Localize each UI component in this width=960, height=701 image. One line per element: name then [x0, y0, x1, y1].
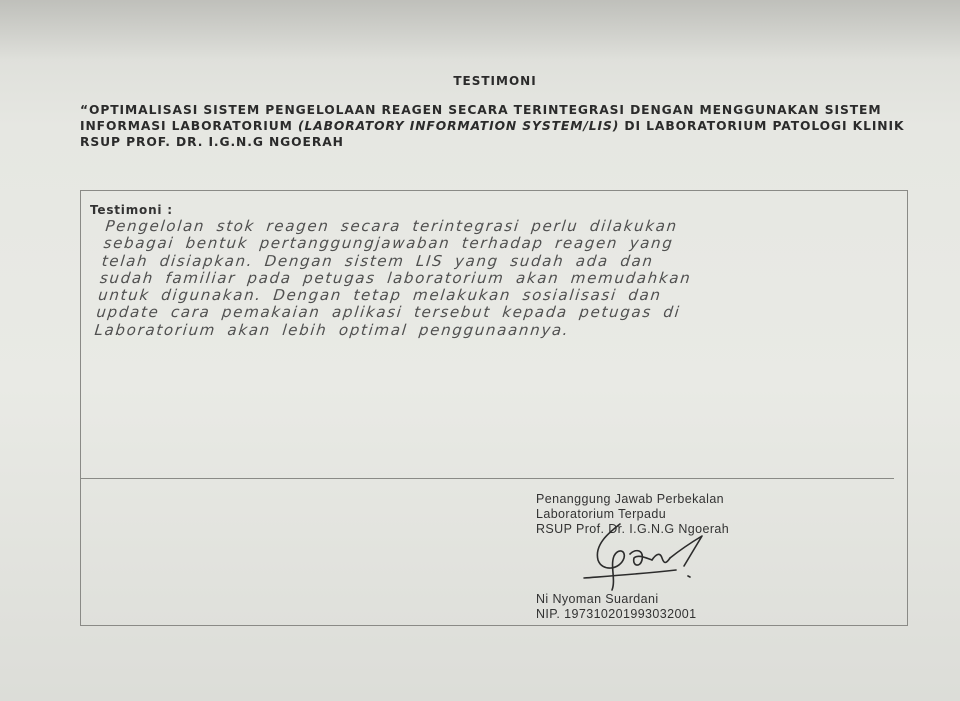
testimony-label: Testimoni :: [90, 203, 173, 217]
testimony-line: untuk digunakan. Dengan tetap melakukan sosialisasi dan: [97, 286, 663, 305]
signatory-role-line: RSUP Prof. Dr. I.G.N.G Ngoerah: [536, 522, 730, 536]
signatory-nip: NIP. 197310201993032001: [536, 607, 697, 621]
signatory-name: Ni Nyoman Suardani: [536, 592, 659, 606]
title-text-part2: DI LABORATORIUM PATOLOGI KLINIK RSUP PROF. DR. I.G.N.G NGOERAH: [80, 119, 905, 149]
testimony-line: update cara pemakaian aplikasi tersebut kepada petugas di: [95, 303, 682, 322]
testimony-line: Pengelolan stok reagen secara terintegrasi perlu dilakukan: [104, 217, 679, 235]
signatory-identity: [536, 592, 697, 622]
handwritten-testimony: [94, 218, 907, 339]
testimony-line: sudah familiar pada petugas laboratorium akan memudahkan: [99, 268, 693, 287]
document-title: [80, 102, 920, 150]
signatory-role-line: Penanggung Jawab Perbekalan: [536, 492, 725, 506]
title-text-italic: (LABORATORY INFORMATION SYSTEM/LIS): [297, 119, 620, 133]
handwritten-signature: [580, 520, 730, 592]
photo-shadow: [0, 0, 960, 60]
signatory-role-line: Laboratorium Terpadu: [536, 507, 667, 521]
testimony-line: sebagai bentuk pertanggungjawaban terhadap reagen yang: [102, 234, 675, 253]
testimony-line: telah disiapkan. Dengan sistem LIS yang sudah ada dan: [100, 251, 655, 270]
frame-divider: [80, 478, 894, 479]
testimony-line: Laboratorium akan lebih optimal penggunaannya.: [93, 320, 571, 339]
document-heading: TESTIMONI: [453, 74, 537, 88]
title-text-part1: “OPTIMALISASI SISTEM PENGELOLAAN REAGEN SECARA TERINTEGRASI DENGAN MENGGUNAKAN SISTEM INFORMASI LABORATORIUM: [80, 103, 882, 133]
